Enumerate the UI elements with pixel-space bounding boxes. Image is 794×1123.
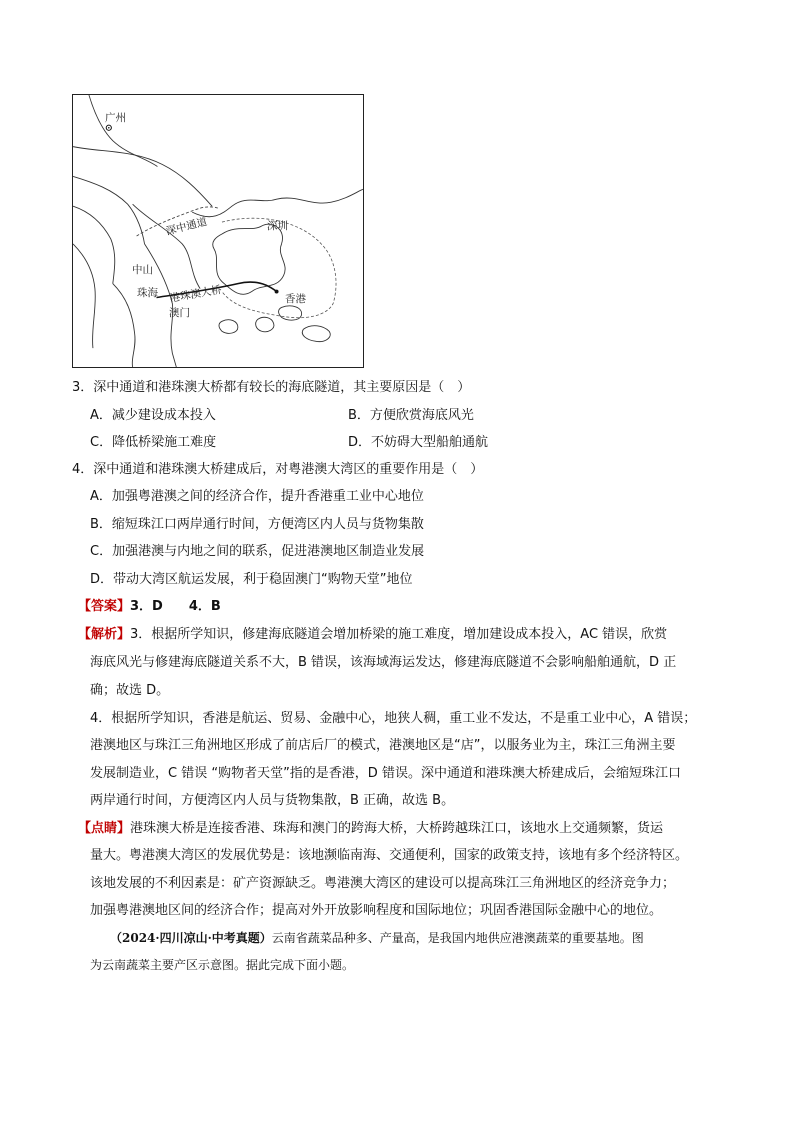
island — [256, 317, 274, 331]
comment-text-1: 港珠澳大桥是连接香港、珠海和澳门的跨海大桥，大桥跨越珠江口，该地水上交通频繁，货运 — [130, 821, 664, 836]
answer-tag: 【答案】 — [78, 599, 131, 614]
label-macau: 澳门 — [169, 307, 190, 319]
label-shenzhong: 深中通道 — [164, 215, 209, 238]
analysis-line-7: 两岸通行时间，方便湾区内人员与货物集散，B 正确，故选 B。 — [90, 793, 455, 808]
label-hzmb: 港珠澳大桥 — [168, 283, 223, 305]
label-zhongshan: 中山 — [132, 264, 153, 276]
label-hongkong: 香港 — [285, 293, 306, 305]
river-line — [73, 176, 144, 244]
next-text-1: 云南省蔬菜品种多、产量高，是我国内地供应港澳蔬菜的重要基地。图 — [271, 931, 644, 945]
map-drawing — [73, 95, 363, 367]
comment-line-3: 该地发展的不利因素是：矿产资源缺乏。粤港澳大湾区的建设可以提高珠江三角洲地区的经济竞争力； — [90, 876, 676, 891]
hk-landmass — [213, 224, 285, 294]
analysis-text-1: 3．根据所学知识，修建海底隧道会增加桥梁的施工难度，增加建设成本投入，AC 错误，欣赏 — [130, 627, 668, 642]
next-source: （2024·四川凉山·中考真题） — [110, 931, 272, 945]
island — [219, 320, 238, 334]
comment-tag: 【点睛】 — [78, 821, 131, 836]
analysis-line-6: 发展制造业，C 错误 “购物者天堂”指的是香港，D 错误。深中通道和港珠澳大桥建成后，会缩短珠江口 — [90, 766, 681, 781]
q4-option-d: D．带动大湾区航运发展，利于稳固澳门“购物天堂”地位 — [90, 572, 413, 587]
island — [302, 326, 330, 342]
analysis-tag: 【解析】 — [78, 627, 131, 642]
river-line — [73, 147, 212, 207]
answer-line — [78, 600, 221, 613]
q4-option-a: A．加强粤港澳之间的经济合作，提升香港重工业中心地位 — [90, 489, 424, 504]
label-shenzhen: 深圳 — [267, 220, 288, 232]
q3-option-c: C．降低桥梁施工难度 — [90, 435, 217, 450]
coastline — [113, 284, 135, 367]
pearl-river-delta-map — [72, 94, 364, 368]
hongkong-marker — [275, 290, 279, 294]
answer-text: 3．D 4．B — [130, 599, 221, 614]
analysis-line-4: 4．根据所学知识，香港是航运、贸易、金融中心，地狭人稠，重工业不发达，不是重工业中心，A 错误； — [90, 711, 697, 726]
next-intro-line-1 — [110, 932, 644, 944]
analysis-line-2: 海底风光与修建海底隧道关系不大，B 错误，该海域海运发达，修建海底隧道不会影响船舶通航，D 正 — [90, 655, 677, 670]
river-line — [89, 95, 157, 166]
q3-option-b: B．方便欣赏海底风光 — [348, 408, 474, 423]
coastline — [192, 189, 363, 216]
analysis-line-5: 港澳地区与珠江三角洲地区形成了前店后厂的模式，港澳地区是“店”，以服务业为主，珠江三角洲主要 — [90, 738, 676, 753]
river-line — [73, 244, 95, 348]
q3-stem: 3．深中通道和港珠澳大桥都有较长的海底隧道，其主要原因是（ ） — [72, 380, 471, 395]
analysis-line-1 — [78, 628, 667, 641]
label-guangzhou: 广州 — [105, 112, 126, 124]
q3-option-a: A．减少建设成本投入 — [90, 408, 216, 423]
comment-line-4: 加强粤港澳地区间的经济合作；提高对外开放影响程度和国际地位；巩固香港国际金融中心的地位。 — [90, 903, 663, 918]
label-zhuhai: 珠海 — [137, 287, 158, 299]
q4-stem: 4．深中通道和港珠澳大桥建成后，对粤港澳大湾区的重要作用是（ ） — [72, 462, 484, 477]
analysis-line-3: 确；故选 D。 — [90, 683, 170, 698]
next-intro-line-2: 为云南蔬菜主要产区示意图。据此完成下面小题。 — [90, 958, 355, 972]
hk-boundary — [222, 218, 336, 318]
q4-option-c: C．加强港澳与内地之间的联系，促进港澳地区制造业发展 — [90, 544, 425, 559]
comment-line-1 — [78, 822, 663, 835]
coastline — [145, 244, 177, 367]
river-line — [73, 206, 115, 283]
q3-option-d: D．不妨碍大型船舶通航 — [348, 435, 489, 450]
comment-line-2: 量大。粤港澳大湾区的发展优势是：该地濒临南海、交通便利，国家的政策支持，该地有多个经济特区。 — [90, 848, 689, 863]
q4-option-b: B．缩短珠江口两岸通行时间，方便湾区内人员与货物集散 — [90, 517, 424, 532]
